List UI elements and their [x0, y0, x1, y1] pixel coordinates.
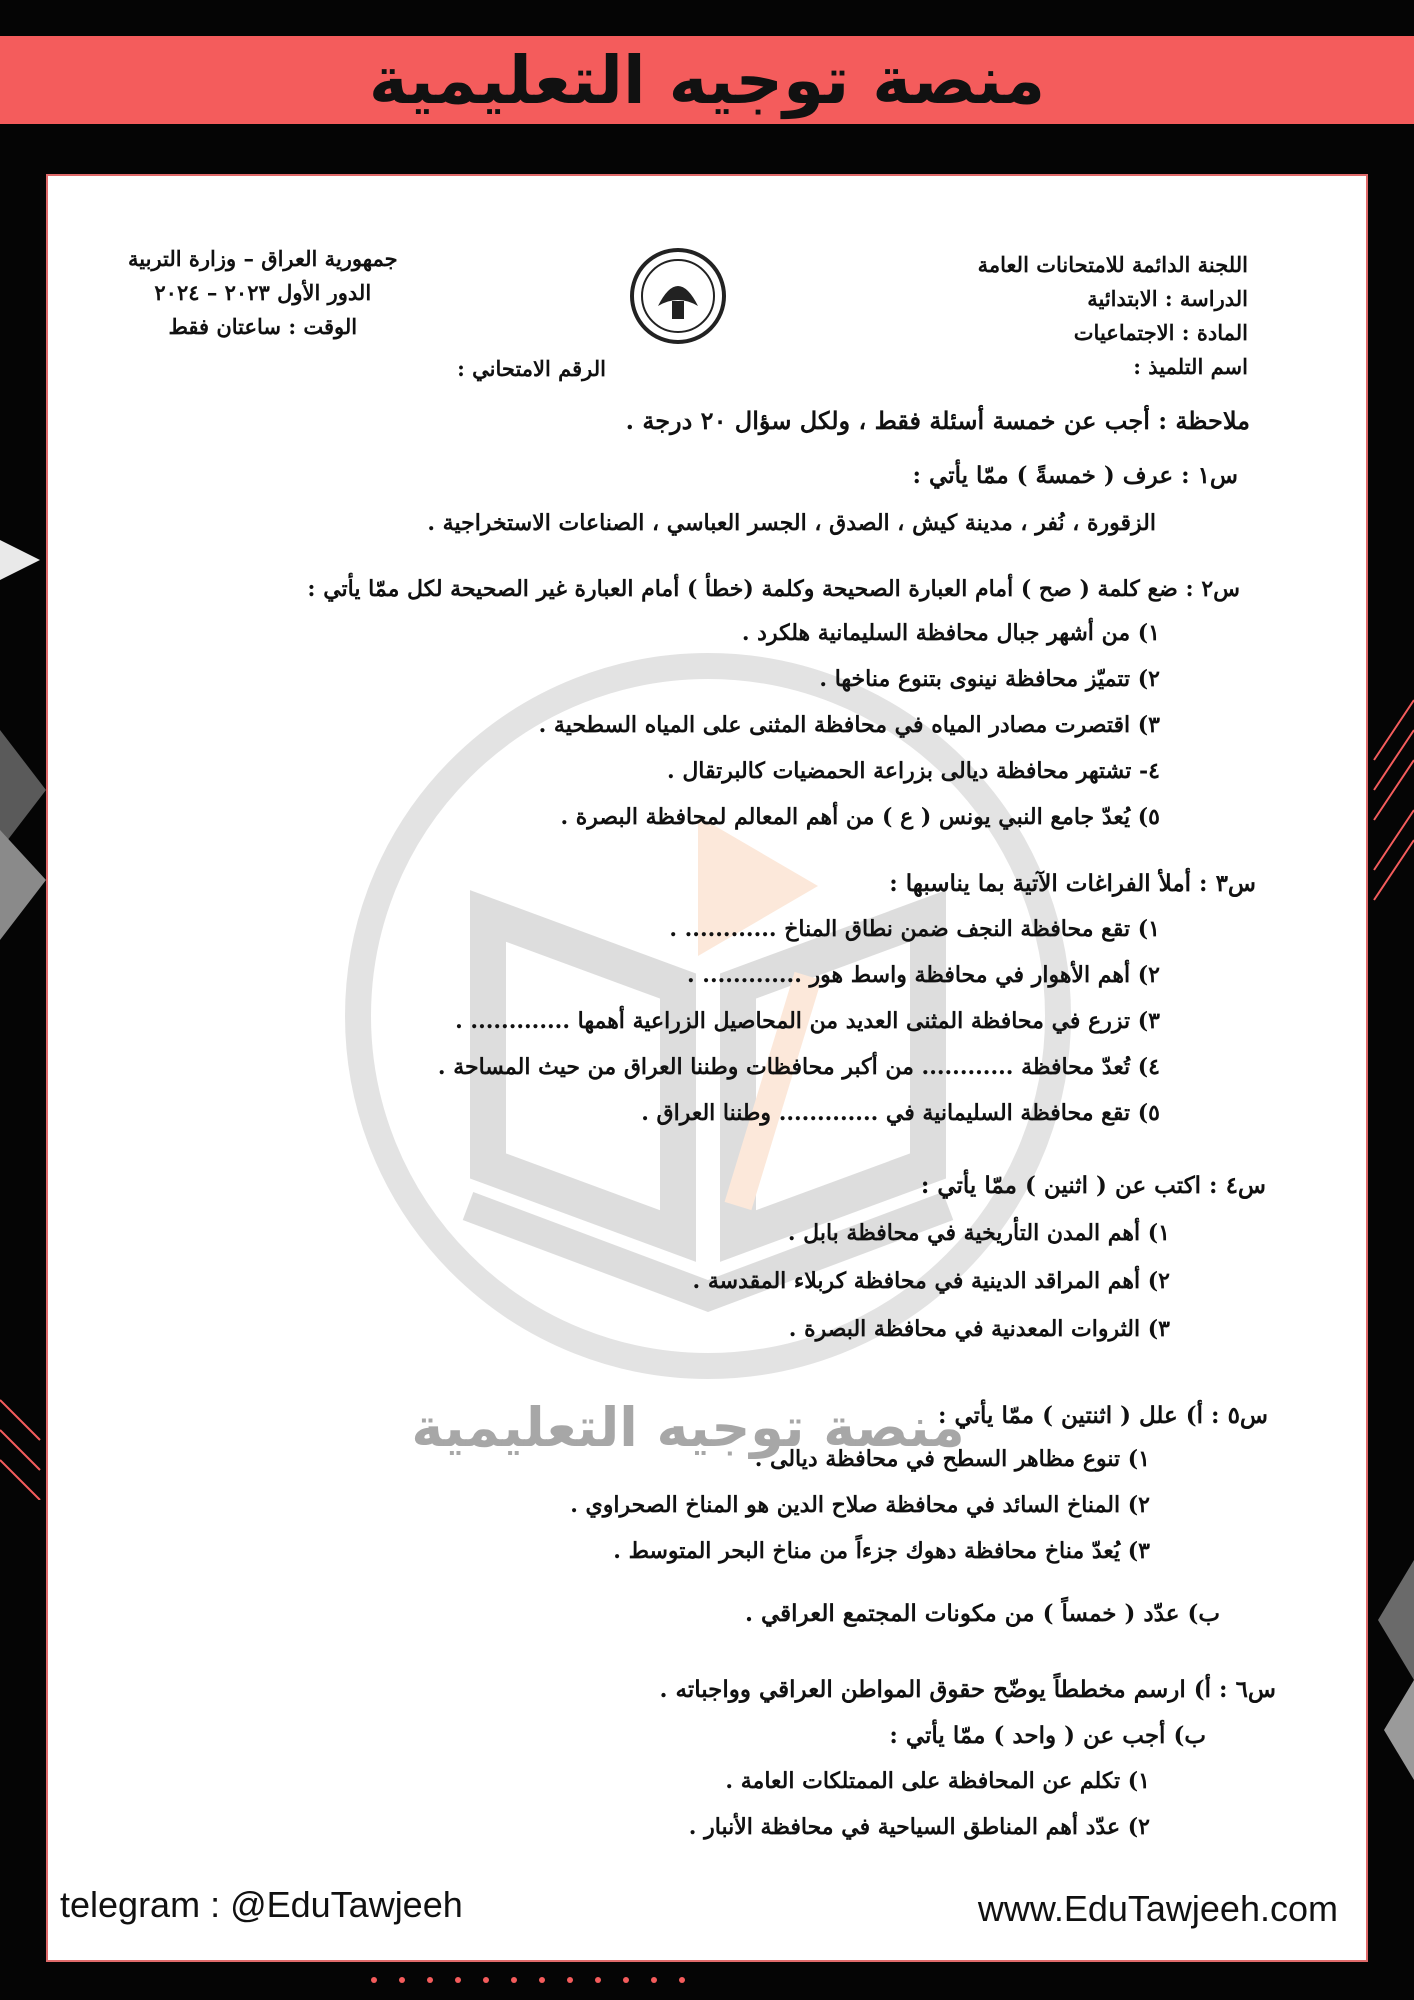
exam-number-label: الرقم الامتحاني :: [457, 356, 606, 381]
subject: المادة : الاجتماعيات: [1073, 320, 1248, 345]
exam-sheet: [46, 174, 1368, 1962]
question-3-title: س٣ : أملأ الفراغات الآتية بما يناسبها :: [889, 870, 1256, 897]
exam-duration: الوقت : ساعتان فقط: [168, 314, 358, 339]
question-6-part-b-title: ب) أجب عن ( واحد ) ممّا يأتي :: [889, 1722, 1206, 1749]
telegram-handle: telegram : @EduTawjeeh: [60, 1884, 463, 1925]
question-2-item: ٣) اقتصرت مصادر المياه في محافظة المثنى على المياه السطحية .: [538, 712, 1160, 738]
exam-note: ملاحظة : أجب عن خمسة أسئلة فقط ، ولكل سؤال ٢٠ درجة .: [625, 406, 1250, 435]
study-level: الدراسة : الابتدائية: [1087, 286, 1248, 311]
question-3-item: ١) تقع محافظة النجف ضمن نطاق المناخ ............ .: [669, 916, 1160, 942]
footer-dots: [370, 1974, 710, 1986]
website-link[interactable]: www.EduTawjeeh.com: [977, 1888, 1338, 1929]
question-4-item: ٣) الثروات المعدنية في محافظة البصرة .: [788, 1316, 1170, 1342]
banner-title: منصة توجيه التعليمية: [368, 41, 1046, 119]
question-3-item: ٣) تزرع في محافظة المثنى العديد من المحاصيل الزراعية أهمها ............. .: [455, 1008, 1160, 1034]
question-4-title: س٤ : اكتب عن ( اثنين ) ممّا يأتي :: [920, 1172, 1266, 1199]
question-2-title: س٢ : ضع كلمة ( صح ) أمام العبارة الصحيحة وكلمة (خطأ ) أمام العبارة غير الصحيحة لكل ممّا يأتي :: [307, 576, 1240, 602]
question-5-part-b: ب) عدّد ( خمساً ) من مكونات المجتمع العراقي .: [744, 1600, 1220, 1627]
question-5-item: ٢) المناخ السائد في محافظة صلاح الدين هو المناخ الصحراوي .: [570, 1492, 1150, 1518]
exam-session: الدور الأول ٢٠٢٣ – ٢٠٢٤: [154, 280, 372, 305]
committee-name: اللجنة الدائمة للامتحانات العامة: [977, 252, 1248, 277]
question-4-item: ١) أهم المدن التأريخية في محافظة بابل .: [787, 1220, 1170, 1246]
student-name-label: اسم التلميذ :: [1133, 354, 1248, 379]
question-3-item: ٤) تُعدّ محافظة ............ من أكبر محافظات وطننا العراق من حيث المساحة .: [437, 1054, 1160, 1080]
ministry-name: جمهورية العراق – وزارة التربية: [128, 246, 398, 271]
question-2-item: ٤- تشتهر محافظة ديالى بزراعة الحمضيات كالبرتقال .: [667, 758, 1160, 784]
question-1-title: س١ : عرف ( خمسةً ) ممّا يأتي :: [912, 462, 1238, 489]
header-left: [128, 242, 398, 344]
question-3-item: ٢) أهم الأهوار في محافظة واسط هور ............. .: [686, 962, 1160, 988]
question-6-item: ٢) عدّد أهم المناطق السياحية في محافظة الأنبار .: [688, 1814, 1150, 1840]
question-3-item: ٥) تقع محافظة السليمانية في ............. وطننا العراق .: [641, 1100, 1160, 1126]
question-6-item: ١) تكلم عن المحافظة على الممتلكات العامة .: [725, 1768, 1150, 1794]
question-2-item: ٥) يُعدّ جامع النبي يونس ( ع ) من أهم المعالم لمحافظة البصرة .: [560, 804, 1160, 830]
question-6-title: س٦ : أ) ارسم مخططاً يوضّح حقوق المواطن العراقي وواجباته .: [659, 1676, 1276, 1703]
ministry-seal-icon: [628, 246, 728, 346]
question-4-item: ٢) أهم المراقد الدينية في محافظة كربلاء المقدسة .: [692, 1268, 1170, 1294]
question-2-item: ٢) تتميّز محافظة نينوى بتنوع مناخها .: [819, 666, 1160, 692]
question-2-item: ١) من أشهر جبال محافظة السليمانية هلكرد .: [741, 620, 1160, 646]
header-right: [978, 248, 1248, 384]
question-5-item: ١) تنوع مظاهر السطح في محافظة ديالى .: [754, 1446, 1150, 1472]
decoration-right-shapes: [1368, 560, 1414, 1960]
question-5-item: ٣) يُعدّ مناخ محافظة دهوك جزءاً من مناخ البحر المتوسط .: [613, 1538, 1150, 1564]
question-5-title: س٥ : أ) علل ( اثنتين ) ممّا يأتي :: [937, 1402, 1268, 1429]
top-banner: [0, 36, 1414, 124]
watermark-text: منصة توجيه التعليمية: [411, 1396, 965, 1459]
question-1-terms: الزقورة ، نُفر ، مدينة كيش ، الصدق ، الجسر العباسي ، الصناعات الاستخراجية .: [427, 510, 1156, 536]
